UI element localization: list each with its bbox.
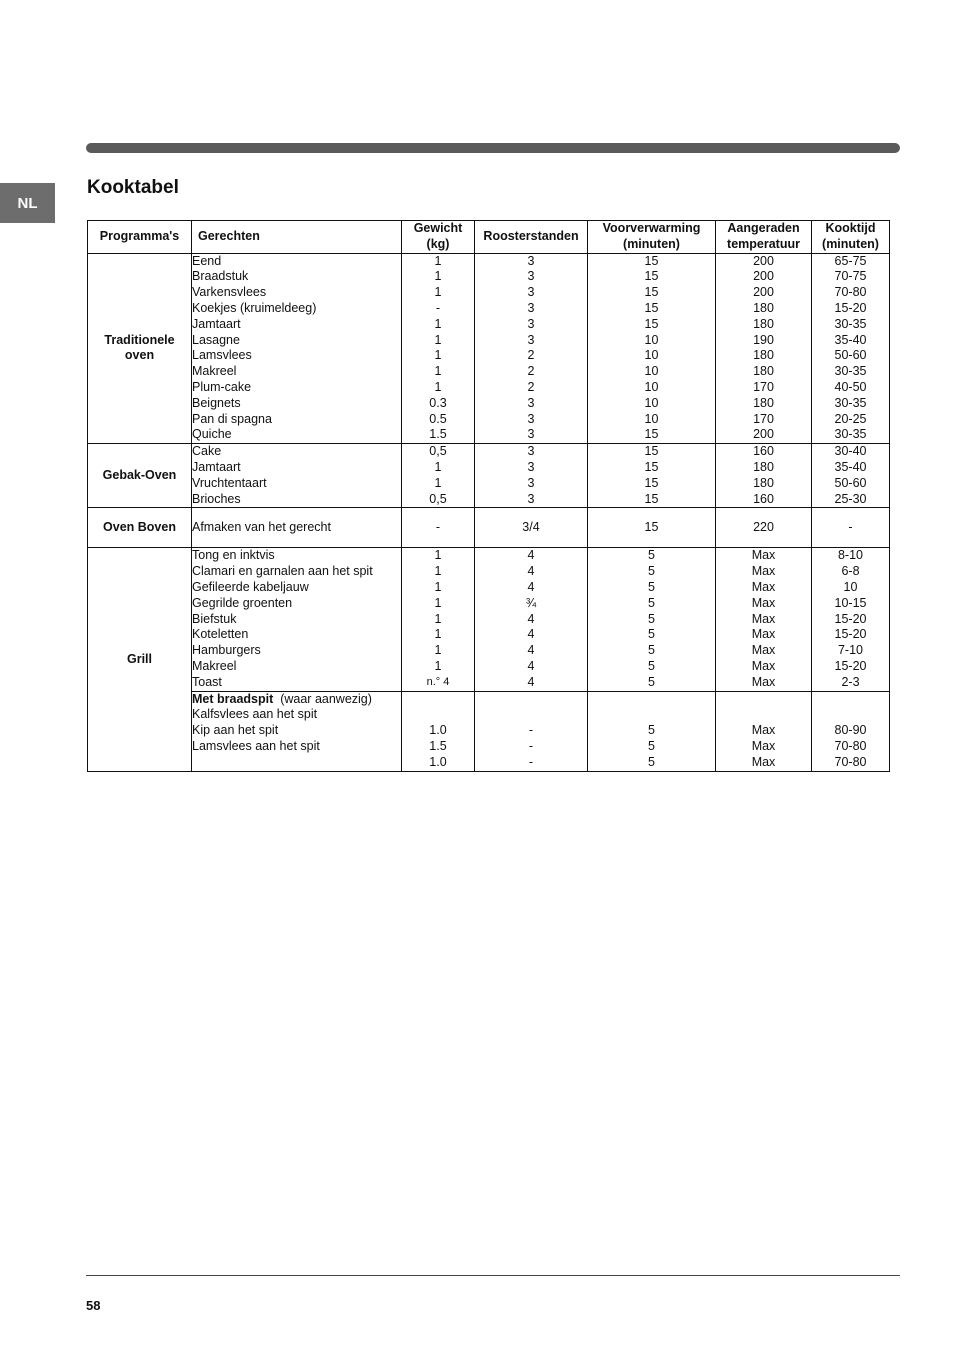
table-cell: 15: [644, 253, 659, 268]
table-cell: 30-35: [834, 395, 867, 410]
header-rule: [86, 143, 900, 153]
header-gewicht: Gewicht (kg): [402, 221, 475, 254]
table-cell: 0,5: [429, 491, 447, 506]
footer-rule: [86, 1275, 900, 1276]
table-cell: Max: [751, 674, 776, 689]
table-cell: Max: [751, 754, 776, 769]
table-cell: 170: [753, 411, 774, 426]
time-cell: [812, 508, 890, 548]
table-cell: 15: [644, 285, 659, 300]
table-cell: 3: [527, 459, 535, 474]
rack-cell: [475, 253, 588, 444]
table-cell: -: [528, 738, 534, 753]
temperature-cell: [716, 548, 812, 691]
header-programmas: Programma's: [88, 221, 192, 254]
table-cell: 1: [434, 627, 442, 642]
table-cell: 8-10: [837, 548, 864, 563]
table-cell: 2-3: [841, 674, 860, 689]
table-cell: 5: [648, 738, 655, 753]
table-row: [88, 548, 890, 691]
preheat-cell: [588, 444, 716, 508]
table-cell: 30-35: [834, 316, 867, 331]
table-cell: -: [528, 723, 534, 738]
table-cell: 0.5: [429, 411, 447, 426]
table-cell: 50-60: [834, 475, 867, 490]
table-cell: 180: [753, 475, 774, 490]
table-cell: 3: [527, 411, 535, 426]
table-cell: 1: [434, 285, 442, 300]
table-cell: 3: [527, 269, 535, 284]
table-cell: 160: [753, 491, 774, 506]
table-cell: 1: [434, 579, 442, 594]
table-cell: 1.5: [429, 738, 447, 753]
table-cell: 1: [434, 332, 442, 347]
spit-temperature-cell: [716, 691, 812, 771]
preheat-cell: [588, 508, 716, 548]
temperature-cell: [716, 508, 812, 548]
table-cell: 70-80: [834, 738, 867, 753]
table-cell: 10: [644, 332, 659, 347]
table-cell: 2: [527, 364, 535, 379]
table-cell: 0.3: [429, 395, 447, 410]
table-row: [88, 508, 890, 548]
table-cell: 1.0: [429, 754, 447, 769]
table-cell: 1: [434, 611, 442, 626]
table-cell: Braadstuk: [192, 269, 249, 284]
table-cell: Tong en inktvis: [192, 548, 275, 563]
table-cell: 5: [648, 723, 655, 738]
table-cell: 4: [527, 658, 535, 673]
table-cell: 3: [527, 316, 535, 331]
spit-weight-cell: [402, 691, 475, 771]
table-cell: Quiche: [192, 427, 232, 442]
table-cell: Clamari en garnalen aan het spit: [192, 564, 373, 579]
table-cell: 4: [527, 564, 535, 579]
table-cell: 30-40: [834, 444, 867, 459]
table-cell: Gegrilde groenten: [192, 595, 293, 610]
table-cell: 10: [644, 364, 659, 379]
table-cell: Max: [751, 579, 776, 594]
language-label: NL: [17, 194, 38, 212]
table-cell: 5: [648, 564, 655, 579]
table-cell: 190: [753, 332, 774, 347]
weight-cell: [402, 508, 475, 548]
table-cell: 4: [527, 643, 535, 658]
table-cell: 170: [753, 379, 774, 394]
table-cell: Varkensvlees: [192, 285, 267, 300]
table-cell: 15-20: [834, 611, 867, 626]
table-cell: Max: [751, 595, 776, 610]
table-cell: 200: [753, 285, 774, 300]
table-cell: 1: [434, 316, 442, 331]
table-cell: 7-10: [837, 643, 864, 658]
table-cell: -: [528, 754, 534, 769]
table-cell: 35-40: [834, 459, 867, 474]
table-cell: 5: [648, 595, 655, 610]
table-cell: Max: [751, 611, 776, 626]
table-row: [88, 253, 890, 444]
table-cell: 3: [527, 491, 535, 506]
program-label: Oven Boven: [103, 519, 176, 534]
program-cell: [88, 444, 192, 508]
table-cell: Plum-cake: [192, 379, 252, 394]
table-row: [88, 691, 890, 771]
table-cell: -: [435, 519, 441, 534]
table-cell: 5: [648, 674, 655, 689]
table-cell: 15: [644, 475, 659, 490]
table-cell: 1: [434, 459, 442, 474]
table-cell: 4: [527, 627, 535, 642]
table-cell: Lamsvlees aan het spit: [192, 738, 320, 753]
rack-cell: [475, 444, 588, 508]
dishes-cell: [192, 444, 402, 508]
table-cell: 220: [753, 519, 774, 534]
table-cell: Max: [751, 658, 776, 673]
table-cell: Afmaken van het gerecht: [192, 519, 331, 534]
table-cell: 4: [527, 611, 535, 626]
table-cell: 5: [648, 627, 655, 642]
table-cell: Eend: [192, 253, 222, 268]
table-cell: Lamsvlees: [192, 348, 252, 363]
program-cell: [88, 253, 192, 444]
table-cell: 3: [527, 332, 535, 347]
table-cell: 3: [527, 300, 535, 315]
table-cell: 5: [648, 658, 655, 673]
preheat-cell: [588, 253, 716, 444]
program-cell: [88, 508, 192, 548]
table-cell: Makreel: [192, 658, 237, 673]
table-cell: 15-20: [834, 658, 867, 673]
table-cell: 0,5: [429, 444, 447, 459]
time-cell: [812, 444, 890, 508]
time-cell: [812, 548, 890, 691]
table-cell: Koteletten: [192, 627, 249, 642]
table-cell: 1: [434, 379, 442, 394]
table-cell: Jamtaart: [192, 316, 241, 331]
program-cell: [88, 548, 192, 771]
table-cell: Max: [751, 723, 776, 738]
table-cell: 70-80: [834, 754, 867, 769]
weight-cell: [402, 253, 475, 444]
table-cell: 1.0: [429, 723, 447, 738]
table-cell: 1: [434, 364, 442, 379]
table-cell: 2: [527, 348, 535, 363]
table-cell: Biefstuk: [192, 611, 237, 626]
header-aangeraden-temperatuur: Aangeraden temperatuur: [716, 221, 812, 254]
program-label: Grill: [126, 651, 152, 666]
table-cell: 200: [753, 427, 774, 442]
spit-time-cell: [812, 691, 890, 771]
dishes-cell: [192, 508, 402, 548]
table-cell: Pan di spagna: [192, 411, 272, 426]
table-cell: Max: [751, 643, 776, 658]
spit-dishes-cell: [192, 691, 402, 771]
rack-cell: [475, 548, 588, 691]
table-cell: 200: [753, 269, 774, 284]
table-cell: Max: [751, 738, 776, 753]
table-cell: Beignets: [192, 395, 241, 410]
header-voorverwarming: Voorverwarming (minuten): [588, 221, 716, 254]
table-cell: Jamtaart: [192, 459, 241, 474]
table-cell: 3: [527, 475, 535, 490]
table-cell: 1: [434, 658, 442, 673]
table-cell: Brioches: [192, 491, 241, 506]
cooking-table: [87, 220, 890, 772]
spit-rack-cell: [475, 691, 588, 771]
table-cell: 20-25: [834, 411, 867, 426]
table-cell: 15: [644, 427, 659, 442]
program-label: Gebak-Oven: [102, 467, 177, 482]
table-cell: 30-35: [834, 364, 867, 379]
table-cell: 200: [753, 253, 774, 268]
table-cell: Kip aan het spit: [192, 723, 279, 738]
table-cell: Koekjes (kruimeldeeg): [192, 300, 317, 315]
table-cell: 5: [648, 579, 655, 594]
page-number: 58: [86, 1298, 101, 1313]
table-cell: 15: [644, 300, 659, 315]
table-cell: 2: [527, 379, 535, 394]
table-cell: 160: [753, 444, 774, 459]
table-cell: 15-20: [834, 300, 867, 315]
program-label: oven: [124, 348, 155, 363]
header-roosterstanden: Roosterstanden: [475, 221, 588, 254]
header-gerechten: Gerechten: [192, 221, 402, 254]
table-cell: Lasagne: [192, 332, 240, 347]
page-title: Kooktabel: [87, 177, 179, 198]
table-cell: 1: [434, 269, 442, 284]
table-cell: Gefileerde kabeljauw: [192, 579, 309, 594]
table-cell: 3: [527, 285, 535, 300]
table-cell: 3/4: [522, 519, 540, 534]
table-header-row: [88, 221, 890, 254]
table-cell: 10: [644, 411, 659, 426]
table-cell: 15: [644, 444, 659, 459]
table-cell: Makreel: [192, 364, 237, 379]
table-cell: 80-90: [834, 723, 867, 738]
table-cell: 25-30: [834, 491, 867, 506]
table-cell: 6-8: [841, 564, 860, 579]
table-cell: 40-50: [834, 379, 867, 394]
time-cell: [812, 253, 890, 444]
table-cell: 10: [644, 379, 659, 394]
table-cell: 70-80: [834, 285, 867, 300]
table-cell: 70-75: [834, 269, 867, 284]
table-cell: 1: [434, 643, 442, 658]
table-cell: 15: [644, 316, 659, 331]
table-cell: 180: [753, 364, 774, 379]
table-cell: 5: [648, 548, 655, 563]
table-cell: 1: [434, 548, 442, 563]
table-cell: 30-35: [834, 427, 867, 442]
dishes-cell: [192, 548, 402, 691]
weight-cell: [402, 548, 475, 691]
table-cell: ¾: [525, 595, 537, 610]
table-cell: Max: [751, 564, 776, 579]
table-cell: 10: [843, 579, 858, 594]
table-cell: 1: [434, 253, 442, 268]
table-cell: Max: [751, 548, 776, 563]
table-cell: 35-40: [834, 332, 867, 347]
table-cell: Kalfsvlees aan het spit: [192, 707, 318, 722]
table-cell: 3: [527, 444, 535, 459]
table-cell: n.° 4: [426, 675, 450, 688]
weight-cell: [402, 444, 475, 508]
table-row: [88, 444, 890, 508]
table-cell: 10: [644, 395, 659, 410]
table-cell: Vruchtentaart: [192, 475, 267, 490]
table-cell: 15-20: [834, 627, 867, 642]
dishes-cell: [192, 253, 402, 444]
temperature-cell: [716, 444, 812, 508]
header-kooktijd: Kooktijd (minuten): [812, 221, 890, 254]
table-cell: 1.5: [429, 427, 447, 442]
table-cell: Toast: [192, 674, 222, 689]
table-cell: 5: [648, 754, 655, 769]
table-cell: 10: [644, 348, 659, 363]
table-cell: 180: [753, 316, 774, 331]
table-cell: 3: [527, 395, 535, 410]
table-cell: 1: [434, 348, 442, 363]
table-cell: 65-75: [834, 253, 867, 268]
table-cell: -: [848, 519, 853, 534]
table-cell: 5: [648, 611, 655, 626]
table-cell: 180: [753, 300, 774, 315]
rack-cell: [475, 508, 588, 548]
table-cell: 180: [753, 459, 774, 474]
temperature-cell: [716, 253, 812, 444]
table-cell: 15: [644, 459, 659, 474]
table-cell: 50-60: [834, 348, 867, 363]
table-cell: Hamburgers: [192, 643, 261, 658]
table-cell: 15: [644, 491, 659, 506]
table-cell: 3: [527, 427, 535, 442]
language-tab: [0, 183, 55, 223]
table-cell: 1: [434, 595, 442, 610]
table-cell: 1: [434, 475, 442, 490]
table-cell: 4: [527, 674, 535, 689]
table-cell: 180: [753, 395, 774, 410]
table-cell: 1: [434, 564, 442, 579]
table-cell: 10-15: [834, 595, 867, 610]
table-cell: 15: [644, 519, 659, 534]
table-cell: 5: [648, 643, 655, 658]
spit-heading: Met braadspit (waar aanwezig): [192, 691, 372, 706]
preheat-cell: [588, 548, 716, 691]
table-cell: Cake: [192, 444, 222, 459]
program-label: Traditionele: [104, 332, 175, 347]
table-cell: 4: [527, 548, 535, 563]
table-cell: -: [435, 300, 441, 315]
table-cell: Max: [751, 627, 776, 642]
table-cell: 180: [753, 348, 774, 363]
spit-preheat-cell: [588, 691, 716, 771]
table-cell: 3: [527, 253, 535, 268]
table-cell: 4: [527, 579, 535, 594]
table-cell: 15: [644, 269, 659, 284]
